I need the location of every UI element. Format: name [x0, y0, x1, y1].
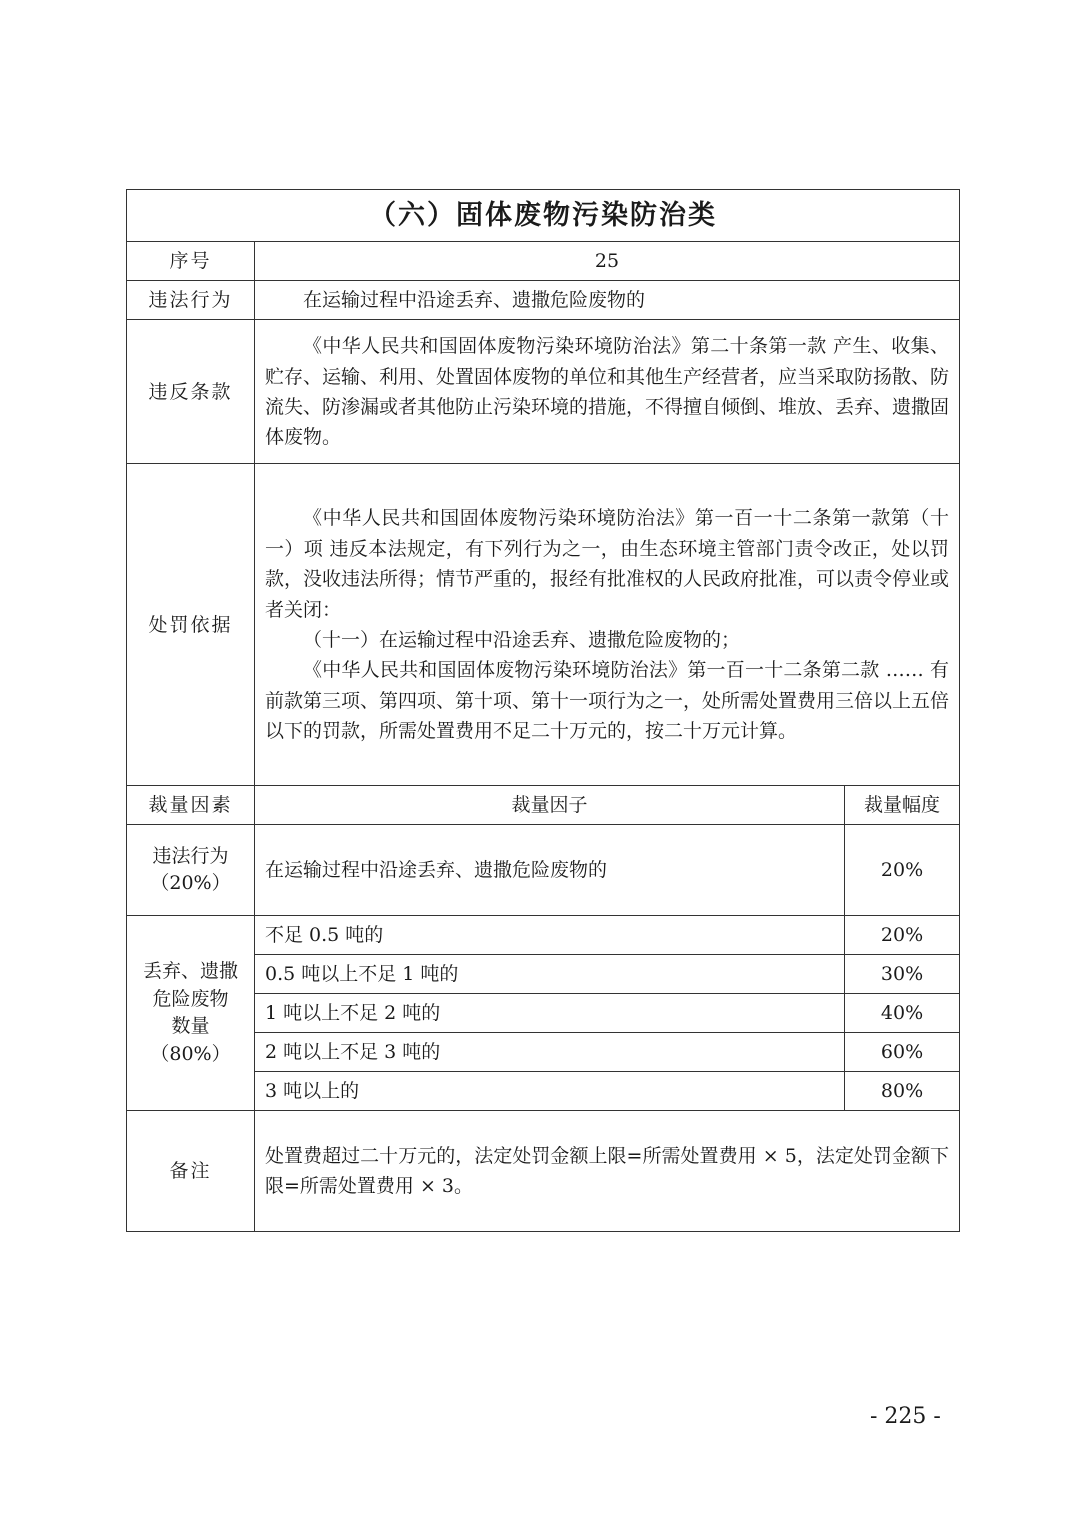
penalty-basis-row: [127, 464, 960, 786]
quantity-factor-weight: （80%）: [150, 1042, 231, 1065]
behavior-label: 违法行为: [127, 281, 255, 320]
quantity-factor-item: 1 吨以上不足 2 吨的: [255, 994, 845, 1033]
quantity-factor-item: 不足 0.5 吨的: [255, 916, 845, 955]
seq-label: 序号: [127, 242, 255, 281]
remarks-text: 处置费超过二十万元的，法定处罚金额上限=所需处置费用 × 5，法定处罚金额下限=所需处置费用 × 3。: [255, 1111, 960, 1232]
behavior-factor-item: 在运输过程中沿途丢弃、遗撒危险废物的: [255, 825, 845, 916]
behavior-factor-range: 20%: [845, 825, 960, 916]
quantity-factor-range: 40%: [845, 994, 960, 1033]
penalty-basis-paragraph: 《中华人民共和国固体废物污染环境防治法》第一百一十二条第二款 …… 有前款第三项、第四项、第十项、第十一项行为之一，处所需处置费用三倍以上五倍以下的罚款，所需处置费用不足二十万元的，按二十万元计算。: [265, 659, 950, 743]
section-title: （六）固体废物污染防治类: [127, 190, 960, 242]
behavior-factor-label: [127, 825, 255, 916]
behavior-value: 在运输过程中沿途丢弃、遗撒危险废物的: [255, 281, 960, 320]
seq-row: [127, 242, 960, 281]
quantity-factor-row: [127, 916, 960, 955]
title-row: [127, 190, 960, 242]
header-item: 裁量因子: [255, 786, 845, 825]
remarks-row: [127, 1111, 960, 1232]
quantity-factor-range: 30%: [845, 955, 960, 994]
seq-value: 25: [255, 242, 960, 281]
quantity-factor-label: [127, 916, 255, 1111]
penalty-standard-sheet: [126, 189, 959, 1232]
page-number: - 225 -: [870, 1404, 941, 1429]
behavior-factor-label-line: 违法行为: [152, 844, 229, 867]
remarks-label: 备注: [127, 1111, 255, 1232]
violated-clause-label: 违反条款: [127, 320, 255, 464]
penalty-basis-text: [255, 464, 960, 786]
quantity-factor-range: 20%: [845, 916, 960, 955]
violated-clause-row: [127, 320, 960, 464]
quantity-factor-item: 0.5 吨以上不足 1 吨的: [255, 955, 845, 994]
quantity-factor-label-line: 丢弃、遗撒: [142, 960, 238, 983]
behavior-factor-row: [127, 825, 960, 916]
behavior-row: [127, 281, 960, 320]
discretion-table: [126, 189, 960, 1232]
penalty-basis-paragraph: （十一）在运输过程中沿途丢弃、遗撒危险废物的；: [303, 628, 741, 651]
quantity-factor-label-line: 数量: [171, 1015, 210, 1038]
quantity-factor-range: 80%: [845, 1072, 960, 1111]
discretion-header-row: [127, 786, 960, 825]
behavior-factor-weight: （20%）: [150, 872, 231, 895]
quantity-factor-label-line: 危险废物: [152, 987, 229, 1010]
penalty-basis-label: 处罚依据: [127, 464, 255, 786]
quantity-factor-range: 60%: [845, 1033, 960, 1072]
header-factor: 裁量因素: [127, 786, 255, 825]
header-range: 裁量幅度: [845, 786, 960, 825]
quantity-factor-item: 3 吨以上的: [255, 1072, 845, 1111]
penalty-basis-paragraph: 《中华人民共和国固体废物污染环境防治法》第一百一十二条第一款第（十一）项 违反本法规定，有下列行为之一，由生态环境主管部门责令改正，处以罚款，没收违法所得；情节严重的，报经有批准权的人民政府批准，可以责令停业或者关闭：: [265, 507, 950, 621]
quantity-factor-item: 2 吨以上不足 3 吨的: [255, 1033, 845, 1072]
violated-clause-text: 《中华人民共和国固体废物污染环境防治法》第二十条第一款 产生、收集、贮存、运输、利用、处置固体废物的单位和其他生产经营者，应当采取防扬散、防流失、防渗漏或者其他防止污染环境的措施，不得擅自倾倒、堆放、丢弃、遗撒固体废物。: [255, 320, 960, 464]
